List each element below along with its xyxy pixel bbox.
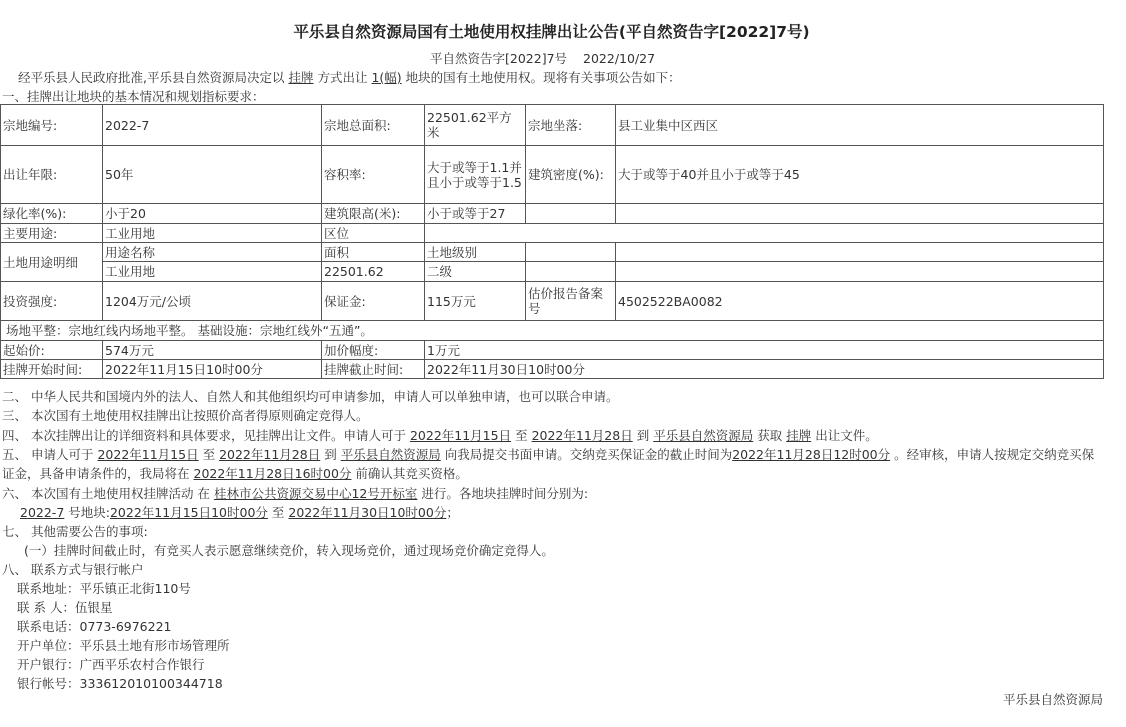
contact-person: 联 系 人：伍银星: [17, 600, 113, 615]
s5-a: 五、 申请人可于: [2, 447, 94, 462]
s5-to: 至: [202, 447, 216, 462]
term-label: 出让年限:: [1, 146, 103, 204]
green-value: 小于20: [103, 204, 322, 224]
s4-at: 到: [636, 428, 650, 443]
list-start-label: 挂牌开始时间:: [1, 360, 103, 379]
table-row: [1, 146, 1104, 204]
zone-value: [425, 224, 1104, 243]
s5-c: 。经审核，申请人按规定交纳竞买保证金，具备申请条件的，我局将在: [2, 447, 1095, 481]
s4-e: 出让文件。: [815, 428, 878, 443]
parcel-no-value: 2022-7: [103, 105, 322, 146]
s4-a: 四、 本次挂牌出让的详细资料和具体要求，见挂牌出让文件。申请人可于: [2, 428, 406, 443]
s5-confirm-time: 2022年11月28日16时00分: [193, 466, 352, 481]
s4-date-end: 2022年11月28日: [531, 428, 633, 443]
main-use-value: 工业用地: [103, 224, 322, 243]
appraisal-label: 估价报告备案号: [526, 282, 616, 321]
announcement-title: 平乐县自然资源局国有土地使用权挂牌出让公告(平自然资告字[2022]7号): [293, 23, 810, 41]
intro-paragraph: [18, 68, 681, 87]
far-label: 容积率:: [322, 146, 425, 204]
empty-cell: [616, 243, 1104, 262]
s6-time-start: 2022年11月15日10时00分: [109, 505, 268, 520]
green-label: 绿化率(%):: [1, 204, 103, 224]
table-row: [1, 360, 1104, 379]
invest-label: 投资强度:: [1, 282, 103, 321]
s6-parcel: 2022-7: [20, 505, 65, 520]
s4-date-start: 2022年11月15日: [409, 428, 512, 443]
section2-text: 二、 中华人民共和国境内外的法人、自然人和其他组织均可申请参加，申请人可以单独申请，也可以联合申请。: [2, 389, 619, 404]
total-area-value: 22501.62平方米: [425, 105, 526, 146]
section4-text: [2, 426, 878, 445]
use-name-header: 用途名称: [103, 243, 322, 262]
start-price-label: 起始价:: [1, 341, 103, 360]
section5-text: [2, 445, 1102, 483]
zone-label: 区位: [322, 224, 425, 243]
s5-b: 向我局提交书面申请。交纳竞买保证金的截止时间为: [444, 447, 733, 462]
account-number: 银行帐号：333612010100344718: [17, 676, 223, 691]
parcel-info-table: [0, 104, 1104, 379]
transfer-method: 挂牌: [288, 70, 314, 85]
s5-date-start: 2022年11月15日: [97, 447, 199, 462]
intro-suffix: 地块的国有土地使用权。现将有关事项公告如下：: [405, 70, 681, 85]
section3-text: 三、 本次国有土地使用权挂牌出让按照价高者得原则确定竞得人。: [2, 408, 369, 423]
deposit-value: 115万元: [425, 282, 526, 321]
doc-date: 2022/10/27: [583, 51, 656, 66]
contact-address: 联系地址：平乐镇正北街110号: [17, 581, 191, 596]
bank-name: 开户银行：广西平乐农村合作银行: [17, 657, 205, 672]
intro-prefix: 经平乐县人民政府批准,平乐县自然资源局决定以: [18, 70, 285, 85]
start-price-value: 574万元: [103, 341, 322, 360]
table-row: [1, 243, 1104, 262]
deposit-label: 保证金:: [322, 282, 425, 321]
s4-office: 平乐县自然资源局: [653, 428, 754, 443]
account-unit: 开户单位：平乐县土地有形市场管理所: [17, 638, 230, 653]
doc-reference: [430, 49, 655, 68]
density-value: 大于或等于40并且小于或等于45: [616, 146, 1104, 204]
section1-heading: 一、挂牌出让地块的基本情况和规划指标要求：: [2, 89, 265, 104]
section7-item: (一）挂牌时间截止时，有竞买人表示愿意继续竞价，转入现场竞价，通过现场竞价确定竞得人。: [24, 543, 554, 558]
main-use-label: 主要用途:: [1, 224, 103, 243]
table-row: [1, 341, 1104, 360]
s5-e: 前确认其竞买资格。: [355, 466, 468, 481]
grade-header: 土地级别: [425, 243, 526, 262]
s5-date-end: 2022年11月28日: [219, 447, 321, 462]
empty-cell: [616, 204, 1104, 224]
intro-middle: 方式出让: [317, 70, 368, 85]
section6-schedule: [20, 503, 459, 522]
table-row: [1, 224, 1104, 243]
empty-cell: [526, 204, 616, 224]
contact-phone: 联系电话：0773-6976221: [17, 619, 172, 634]
height-label: 建筑限高(米):: [322, 204, 425, 224]
s4-c: 挂牌: [786, 428, 812, 443]
s4-to: 至: [515, 428, 528, 443]
s6-venue: 桂林市公共资源交易中心12号开标室: [213, 486, 418, 501]
grade-value: 二级: [425, 262, 526, 282]
increment-value: 1万元: [425, 341, 1104, 360]
term-value: 50年: [103, 146, 322, 204]
doc-number: 平自然资告字[2022]7号: [430, 51, 568, 66]
area-header: 面积: [322, 243, 425, 262]
location-value: 县工业集中区西区: [616, 105, 1104, 146]
s6-b: 进行。各地块挂牌时间分别为:: [421, 486, 589, 501]
list-start-value: 2022年11月15日10时00分: [103, 360, 322, 379]
s6-a: 六、 本次国有土地使用权挂牌活动 在: [2, 486, 210, 501]
parcel-count: 1(幅): [371, 70, 402, 85]
s5-at: 到: [324, 447, 337, 462]
s4-b: 获取: [757, 428, 783, 443]
s6-end: ；: [446, 505, 459, 520]
location-label: 宗地坐落:: [526, 105, 616, 146]
parcel-no-label: 宗地编号:: [1, 105, 103, 146]
signature: 平乐县自然资源局: [1002, 692, 1103, 707]
list-end-value: 2022年11月30日10时00分: [425, 360, 1104, 379]
far-value: 大于或等于1.1并且小于或等于1.5: [425, 146, 526, 204]
s6-c: 号地块:: [68, 505, 110, 520]
invest-value: 1204万元/公顷: [103, 282, 322, 321]
table-row: [1, 105, 1104, 146]
empty-cell: [616, 262, 1104, 282]
s5-deposit-deadline: 2022年11月28日12时00分: [732, 447, 891, 462]
total-area-label: 宗地总面积:: [322, 105, 425, 146]
s5-office: 平乐县自然资源局: [340, 447, 441, 462]
table-row: [1, 204, 1104, 224]
table-row: [1, 282, 1104, 321]
empty-cell: [526, 243, 616, 262]
use-detail-label: 土地用途明细: [1, 243, 103, 282]
increment-label: 加价幅度:: [322, 341, 425, 360]
empty-cell: [526, 262, 616, 282]
table-row: [1, 262, 1104, 282]
list-end-label: 挂牌截止时间:: [322, 360, 425, 379]
s6-to: 至: [271, 505, 285, 520]
appraisal-value: 4502522BA0082: [616, 282, 1104, 321]
s6-time-end: 2022年11月30日10时00分: [288, 505, 447, 520]
height-value: 小于或等于27: [425, 204, 526, 224]
section8-heading: 八、 联系方式与银行帐户: [2, 562, 144, 577]
use-name-value: 工业用地: [103, 262, 322, 282]
section7-heading: 七、 其他需要公告的事项:: [2, 524, 148, 539]
section6-text: [2, 484, 588, 503]
use-area-value: 22501.62: [322, 262, 425, 282]
site-note: 场地平整：宗地红线内场地平整。 基础设施：宗地红线外“五通”。: [1, 321, 1104, 341]
table-row: [1, 321, 1104, 341]
density-label: 建筑密度(%):: [526, 146, 616, 204]
